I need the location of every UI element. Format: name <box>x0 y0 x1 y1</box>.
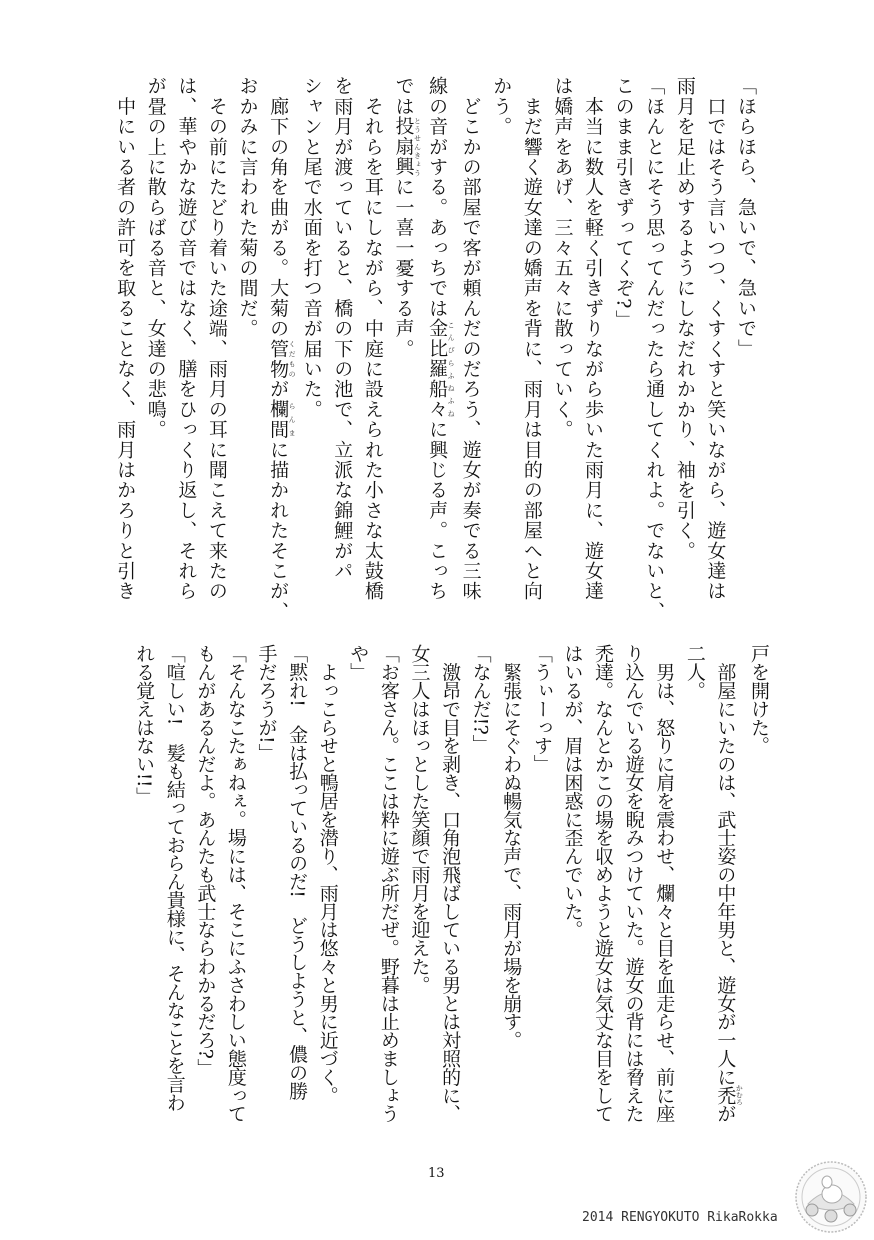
text-segment: その前にたどり着いた途端、雨月の耳に聞こえて来たの <box>205 76 228 602</box>
text-segment: それらを耳にしながら、中庭に設えられた小さな太鼓橋 <box>361 76 384 602</box>
text-segment: 女三人はほっとした笑顔で雨月を迎えた。 <box>408 644 431 994</box>
text-column <box>679 644 710 1134</box>
text-column <box>129 644 160 1134</box>
text-segment: に一喜一憂する声。 <box>392 177 415 359</box>
text-column <box>669 76 700 606</box>
text-segment: おかみに言われた菊の間だ。 <box>236 76 259 339</box>
ruby-reading: くだもの <box>288 338 297 380</box>
text-segment: このまま引きずってくぞ?」 <box>612 76 635 330</box>
text-segment: 廊下の角を曲がる。大菊の <box>267 76 290 339</box>
text-column <box>455 76 486 606</box>
text-column <box>282 644 313 1134</box>
text-segment: 「そんなこたぁねぇ。場には、そこにふさわしい態度って <box>224 644 247 1123</box>
text-segment: 「喧しい! 髪も結っておらん貴様に、そんなことを言わ <box>163 644 186 1112</box>
text-segment: 二人。 <box>683 644 706 700</box>
text-segment: が畳の上に散らばる音と、女達の悲鳴。 <box>144 76 167 440</box>
text-segment: に描かれたそこが、 <box>267 439 290 622</box>
text-column <box>357 76 388 606</box>
footer-copyright: 2014 RENGYOKUTO RikaRokka <box>582 1210 778 1225</box>
text-segment: 「お客さん。ここは粋に遊ぶ所だぜ。野暮は止めましょう <box>377 644 400 1123</box>
text-column <box>201 76 232 606</box>
ruby-reading: かむろ <box>735 1084 744 1106</box>
text-segment: 雨月を足止めするようにしなだれかかり、袖を引く。 <box>673 76 696 561</box>
text-column <box>220 644 251 1134</box>
text-segment: や」 <box>347 644 370 681</box>
text-segment: よっこらせと鴨居を潜り、雨月は悠々と男に近づく。 <box>316 644 339 1105</box>
ruby-reading: とうせんきょう <box>413 116 422 178</box>
text-segment: 本当に数人を軽く引きずりながら歩いた雨月に、遊女達 <box>582 76 605 602</box>
text-column <box>434 644 465 1134</box>
text-column <box>327 76 358 606</box>
text-column <box>743 644 774 1134</box>
text-segment: れる覚えはない!!」 <box>133 644 156 806</box>
text-segment: かう。 <box>490 76 513 137</box>
text-segment: に興じる声。こっち <box>426 419 449 602</box>
text-column <box>618 644 649 1134</box>
text-segment: はいるが、眉は困惑に歪んでいた。 <box>561 644 584 939</box>
ruby-reading: らんま <box>288 399 297 440</box>
text-column <box>486 76 517 606</box>
text-segment: では <box>392 76 415 117</box>
text-column <box>577 76 608 606</box>
text-segment: 中にいる者の許可を取ることなく、雨月はかろりと引き <box>114 76 137 602</box>
ruby-annotated-word: 禿 かむろ <box>714 1084 744 1106</box>
ruby-annotated-word: 投扇興 とうせんきょう <box>392 116 422 178</box>
text-column <box>159 644 190 1134</box>
text-segment: が <box>267 379 290 400</box>
text-column <box>251 644 282 1134</box>
text-column <box>190 644 221 1134</box>
bottom-text-block <box>129 644 774 1134</box>
text-column <box>700 76 731 606</box>
text-segment: 部屋にいたのは、武士姿の中年男と、遊女が一人に <box>714 644 737 1086</box>
text-segment: 「ほんとにそう思ってんだったら通してくれよ。でないと、 <box>643 76 666 622</box>
text-segment: 手だろうが!」 <box>255 644 278 762</box>
text-column <box>730 76 761 606</box>
ruby-annotated-word: 管物 くだもの <box>267 338 297 380</box>
text-column <box>110 76 141 606</box>
text-segment: を雨月が渡っていると、橋の下の池で、立派な錦鯉がパ <box>331 76 354 581</box>
text-segment: シャンと尾で水面を打つ音が届いた。 <box>300 76 323 420</box>
text-column <box>710 644 744 1134</box>
text-column <box>296 76 327 606</box>
text-column <box>516 76 547 606</box>
text-segment: 激昂で目を剥き、口角泡飛ばしている男とは対照的に、 <box>439 644 462 1123</box>
ruby-annotated-word: 金比羅船々 こんぴらふねふね <box>426 318 456 420</box>
text-segment: 男は、怒りに肩を震わせ、爛々と目を血走らせ、前に座 <box>653 644 676 1123</box>
text-segment: 禿達。なんとかこの場を収めようと遊女は気丈な目をして <box>592 644 615 1123</box>
text-segment: 「ほらほら、急いで、急いで」 <box>735 76 757 359</box>
text-segment: 緊張にそぐわぬ暢気な声で、雨月が場を崩す。 <box>500 644 523 1049</box>
text-segment: 「なんだ!?」 <box>469 644 492 753</box>
top-text-block <box>110 76 761 622</box>
text-segment: もんがあるんだよ。あんたも武士ならわかるだろ?」 <box>194 644 217 1077</box>
text-column <box>312 644 343 1134</box>
text-column <box>388 76 422 606</box>
text-column <box>608 76 639 606</box>
text-segment: 線の音がする。あっちでは <box>426 76 449 319</box>
text-column <box>343 644 374 1134</box>
text-segment: 口ではそう言いつつ、くすくすと笑いながら、遊女達は <box>704 76 727 602</box>
text-column <box>496 644 527 1134</box>
text-segment: まだ響く遊女達の嬌声を背に、雨月は目的の部屋へと向 <box>520 76 543 602</box>
text-segment: 「黙れ! 金は払っているのだ! どうしようと、儂の勝 <box>286 644 309 1100</box>
text-column <box>547 76 578 606</box>
text-segment: 「うぃーっす」 <box>530 644 553 773</box>
text-column <box>557 644 588 1134</box>
text-column <box>171 76 202 606</box>
text-segment: は嬌声をあげ、三々五々に散っていく。 <box>551 76 574 440</box>
circle-seal-logo <box>794 1160 868 1234</box>
text-column <box>263 76 297 622</box>
text-segment: り込んでいる遊女を睨みつけていた。遊女の背には脅えた <box>622 644 645 1123</box>
text-segment: が <box>714 1104 737 1123</box>
ruby-reading: こんぴらふねふね <box>447 318 456 420</box>
text-column <box>373 644 404 1134</box>
text-column <box>421 76 455 606</box>
page-number: 13 <box>428 1166 445 1181</box>
text-segment: は、華やかな遊び音ではなく、膳をひっくり返し、それら <box>175 76 198 602</box>
text-segment: どこかの部屋で客が頼んだのだろう、遊女が奏でる三味 <box>459 76 482 602</box>
text-column <box>465 644 496 1134</box>
text-column <box>587 644 618 1134</box>
text-column <box>232 76 263 606</box>
ruby-annotated-word: 欄間 らんま <box>267 399 297 440</box>
text-column <box>649 644 680 1134</box>
text-column <box>140 76 171 606</box>
text-column <box>526 644 557 1134</box>
text-segment: 戸を開けた。 <box>748 644 770 755</box>
text-column <box>404 644 435 1134</box>
text-column <box>639 76 670 622</box>
